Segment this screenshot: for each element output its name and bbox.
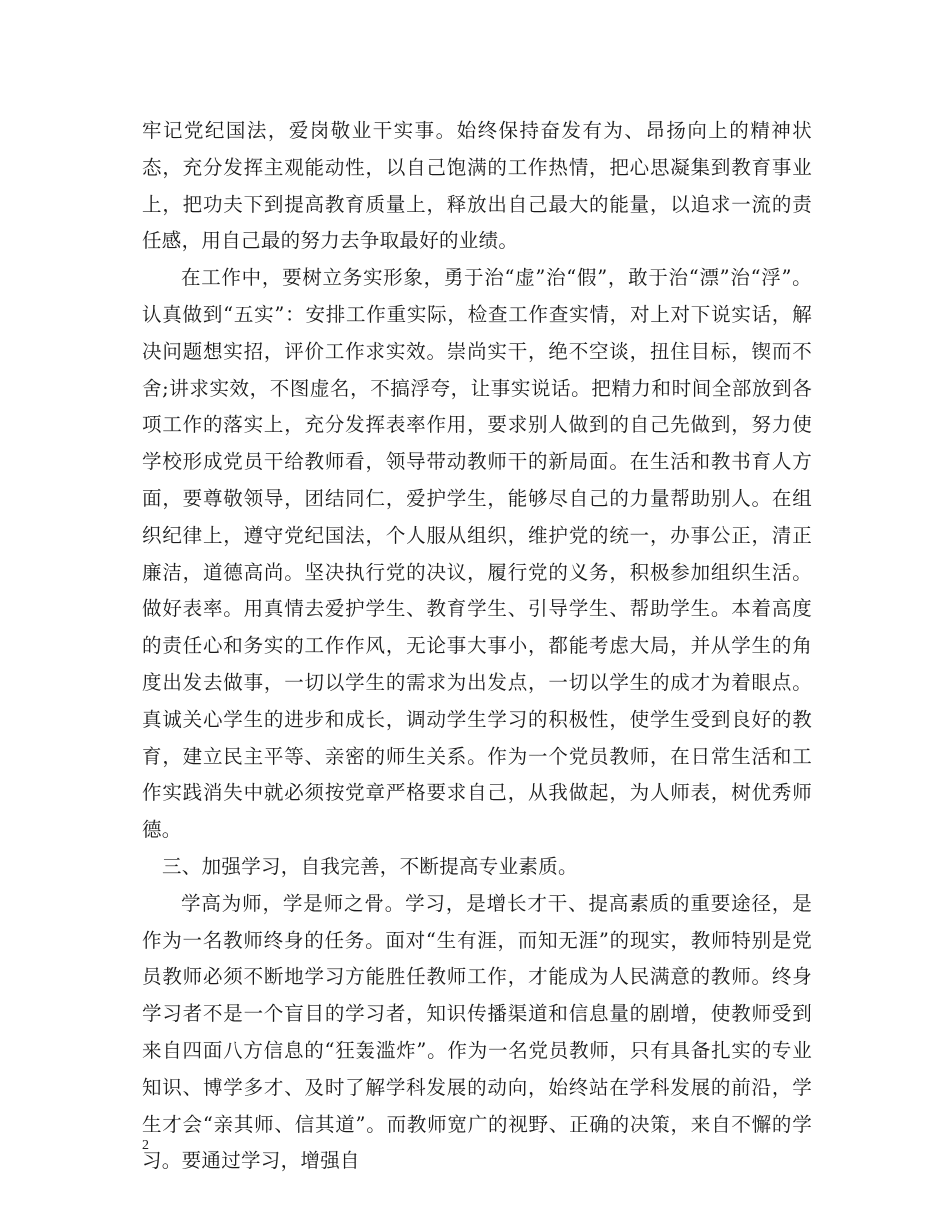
paragraph-continuation: 牢记党纪国法，爱岗敬业干实事。始终保持奋发有为、昂扬向上的精神状态，充分发挥主观能动性，以自己饱满的工作热情，把心思凝集到教育事业上，把功夫下到提高教育质量上，释放出自己最大的能量，以追求一流的责任感，用自己最的努力去争取最好的业绩。 [142,119,812,253]
page-number: 2 [142,1138,149,1153]
document-body [142,113,812,1180]
paragraph-lifelong-learning: 学高为师，学是师之骨。学习，是增长才干、提高素质的重要途径，是作为一名教师终身的任务。面对“生有涯，而知无涯”的现实，教师特别是党员教师必须不断地学习方能胜任教师工作，才能成为人民满意的教师。终身学习者不是一个盲目的学习者，知识传播渠道和信息量的剧增，使教师受到来自四面八方信息的“狂轰滥炸”。作为一名党员教师，只有具备扎实的专业知识、博学多才、及时了解学科发展的动向，始终站在学科发展的前沿，学生才会“亲其师、信其道”。而教师宽广的视野、正确的决策，来自不懈的学习。要通过学习，增强自 [142,891,812,1173]
paragraph-work-conduct: 在工作中，要树立务实形象，勇于治“虚”治“假”，敢于治“漂”治“浮”。认真做到“五实”：安排工作重实际，检查工作查实情，对上对下说实话，解决问题想实招，评价工作求实效。崇尚实干，绝不空谈，扭住目标，锲而不舍;讲求实效，不图虚名，不搞浮夸，让事实说话。把精力和时间全部放到各项工作的落实上，充分发挥表率作用，要求别人做到的自己先做到，努力使学校形成党员干给教师看，领导带动教师干的新局面。在生活和教书育人方面，要尊敬领导，团结同仁，爱护学生，能够尽自己的力量帮助别人。在组织纪律上，遵守党纪国法，个人服从组织，维护党的统一，办事公正，清正廉洁，道德高尚。坚决执行党的决议，履行党的义务，积极参加组织生活。做好表率。用真情去爱护学生、教育学生、引导学生、帮助学生。本着高度的责任心和务实的工作作风，无论事大事小，都能考虑大局，并从学生的角度出发去做事，一切以学生的需求为出发点，一切以学生的成才为着眼点。真诚关心学生的进步和成长，调动学生学习的积极性，使学生受到良好的教育，建立民主平等、亲密的师生关系。作为一个党员教师，在日常生活和工作实践消失中就必须按党章严格要求自己，从我做起，为人师表，树优秀师德。 [142,266,812,842]
section-heading-study: 三、加强学习，自我完善，不断提高专业素质。 [162,854,578,878]
